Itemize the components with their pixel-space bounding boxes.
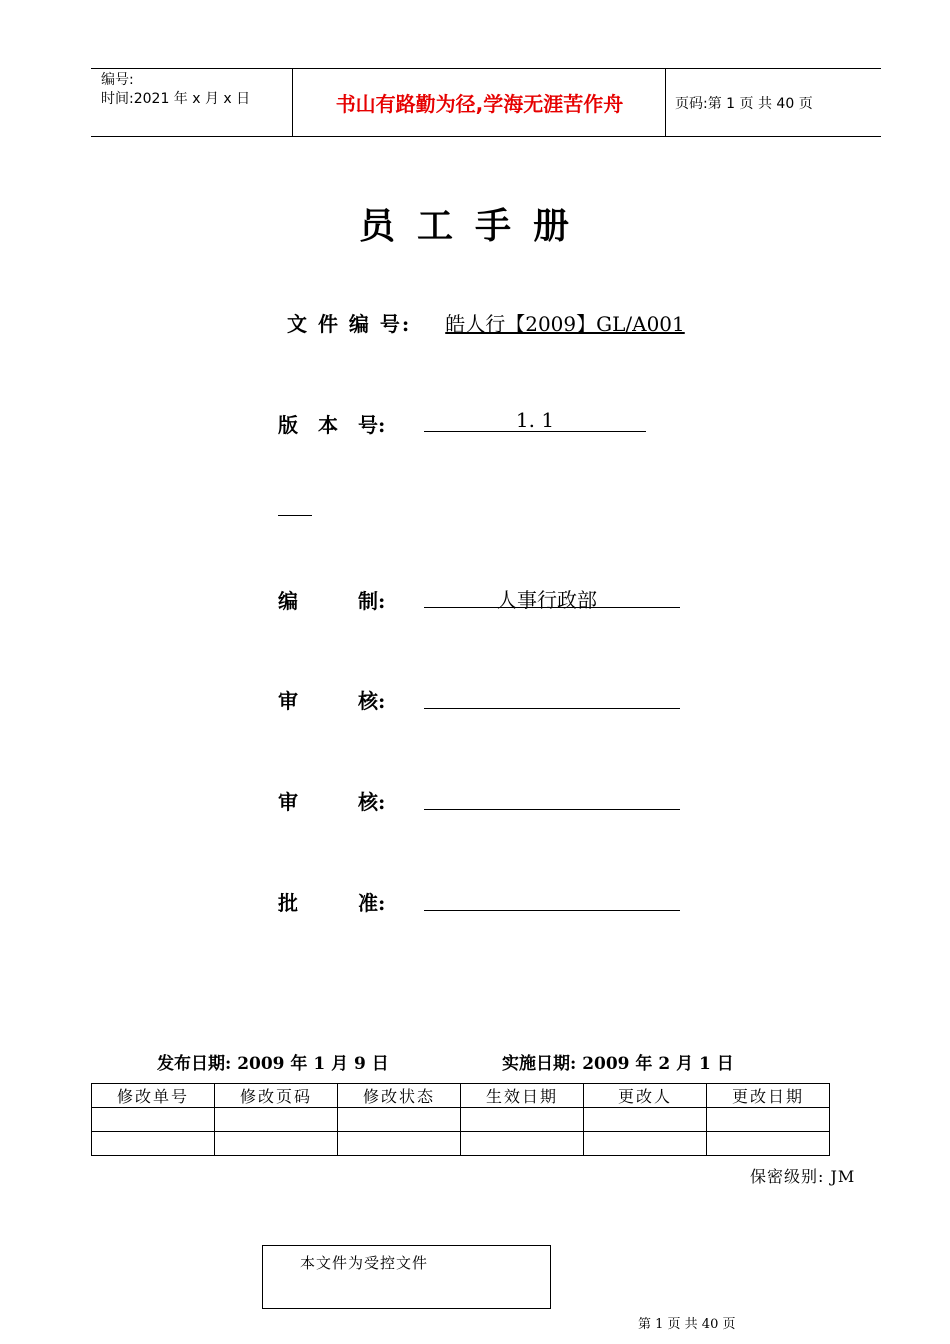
time-label: 时间:2021 年 x 月 x 日 — [101, 91, 251, 107]
doc-number-label: 编号: — [101, 72, 134, 88]
table-header-cell: 修改状态 — [338, 1084, 461, 1108]
review-label-2: 审 核: — [278, 790, 386, 814]
table-cell — [584, 1132, 707, 1156]
table-cell — [338, 1108, 461, 1132]
table-row — [92, 1108, 830, 1132]
table-cell — [707, 1108, 830, 1132]
page-footer: 第 1 页 共 40 页 — [638, 1317, 736, 1332]
review-underline — [424, 707, 680, 709]
table-header-cell: 修改页码 — [215, 1084, 338, 1108]
compile-value: 人事行政部 — [497, 588, 597, 612]
table-header-cell: 更改人 — [584, 1084, 707, 1108]
table-cell — [461, 1108, 584, 1132]
table-cell — [92, 1132, 215, 1156]
table-row — [92, 1132, 830, 1156]
approve-underline — [424, 909, 680, 911]
version-label: 版 本 号: — [278, 413, 386, 437]
table-cell — [215, 1132, 338, 1156]
table-header-cell: 更改日期 — [707, 1084, 830, 1108]
table-cell — [584, 1108, 707, 1132]
page-title: 员工手册 — [358, 205, 591, 247]
effective-date: 实施日期: 2009 年 2 月 1 日 — [502, 1054, 734, 1074]
table-header-cell: 修改单号 — [92, 1084, 215, 1108]
revision-table — [91, 1083, 830, 1156]
table-cell — [92, 1108, 215, 1132]
motto: 书山有路勤为径,学海无涯苦作舟 — [335, 92, 624, 116]
controlled-document-box — [262, 1245, 551, 1309]
table-header-row — [92, 1084, 830, 1108]
compile-label: 编 制: — [278, 589, 386, 613]
header-page-number: 页码:第 1 页 共 40 页 — [675, 96, 813, 112]
publish-date: 发布日期: 2009 年 1 月 9 日 — [157, 1054, 389, 1074]
table-cell — [338, 1132, 461, 1156]
table-header-cell: 生效日期 — [461, 1084, 584, 1108]
file-number-value: 皓人行【2009】GL/A001 — [445, 312, 685, 336]
page-header — [91, 68, 881, 137]
file-number-label: 文 件 编 号: — [287, 312, 412, 336]
version-underline-tail — [278, 514, 312, 516]
version-value: 1. 1 — [515, 408, 555, 432]
secret-level: 保密级别: JM — [750, 1167, 856, 1186]
table-cell — [707, 1132, 830, 1156]
header-meta — [101, 71, 250, 109]
controlled-document-note: 本文件为受控文件 — [300, 1254, 429, 1272]
review-underline-2 — [424, 808, 680, 810]
approve-label: 批 准: — [278, 891, 386, 915]
table-cell — [215, 1108, 338, 1132]
review-label: 审 核: — [278, 689, 386, 713]
table-cell — [461, 1132, 584, 1156]
